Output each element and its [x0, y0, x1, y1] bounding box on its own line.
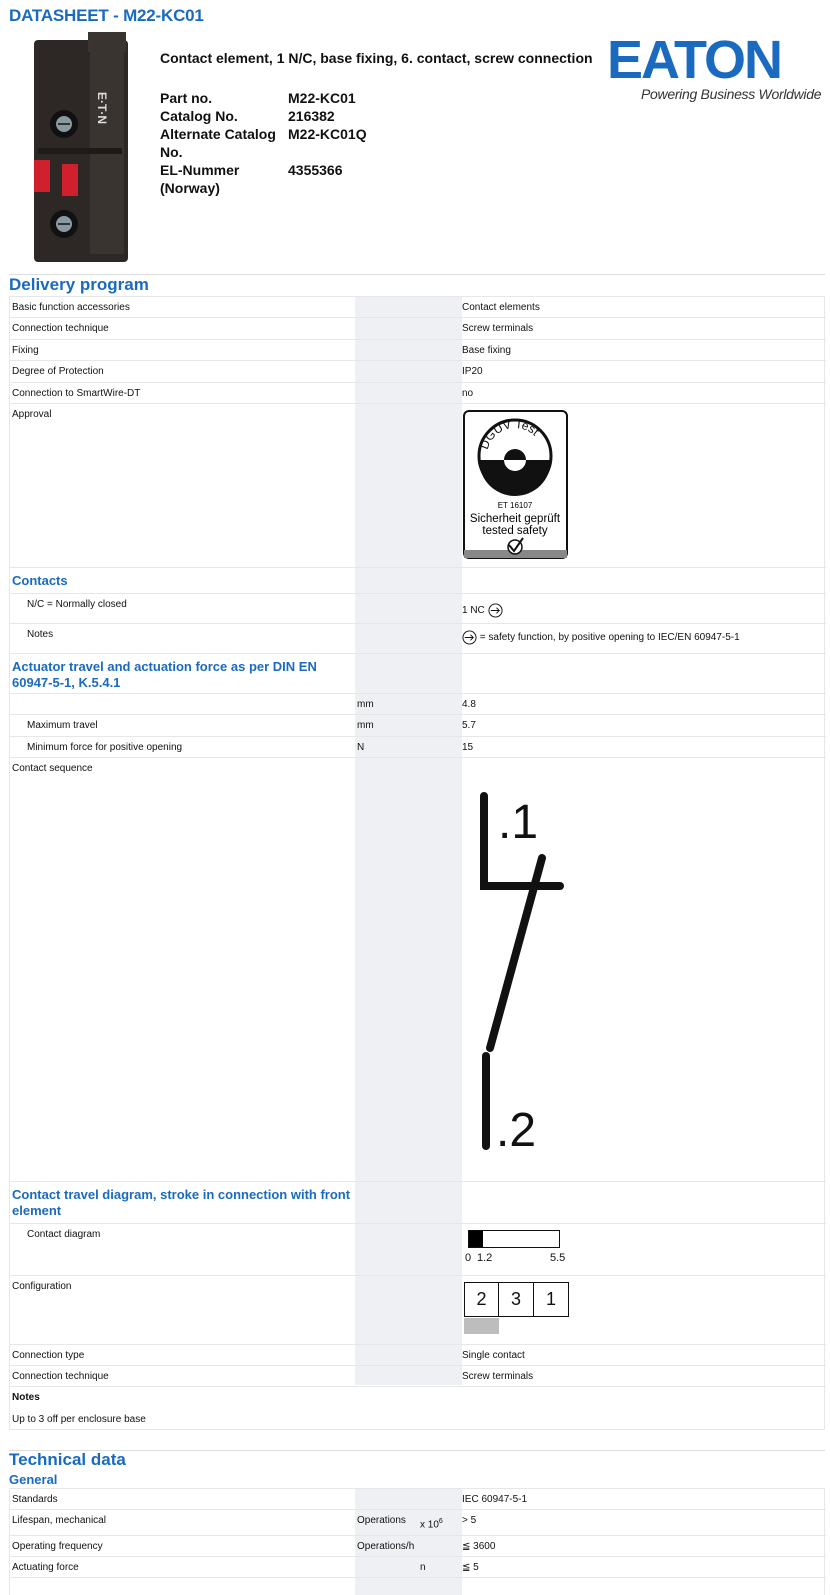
row-label: Standards — [12, 1494, 58, 1505]
delivery-heading: Delivery program — [9, 275, 149, 294]
row-unit-multiplier — [420, 1518, 443, 1530]
row-value: Contact elements — [462, 302, 540, 313]
table-row — [10, 715, 826, 737]
terminal-2-label: .2 — [496, 1104, 537, 1157]
positive-opening-icon — [462, 630, 477, 645]
contact-sequence-diagram — [472, 788, 582, 1161]
page-title: DATASHEET - M22-KC01 — [9, 6, 204, 25]
row-label: N/C = Normally closed — [27, 599, 127, 610]
row-label: Operating frequency — [12, 1541, 103, 1552]
row-label: Connection technique — [12, 323, 109, 334]
id-key: Alternate Catalog No. — [160, 126, 276, 160]
row-value: ≦ 3600 — [462, 1541, 496, 1552]
row-label: Fixing — [12, 345, 39, 356]
row-value: > 5 — [462, 1515, 477, 1526]
unit-exponent: 6 — [438, 1518, 443, 1525]
row-value — [462, 603, 503, 618]
divider — [9, 1450, 825, 1451]
notes-heading: Notes — [12, 1392, 40, 1403]
row-unit: mm — [357, 720, 374, 731]
table-row — [10, 340, 826, 361]
table-row — [10, 404, 826, 568]
svg-text:E·T·N: E·T·N — [95, 92, 109, 124]
row-label: Basic function accessories — [12, 302, 130, 313]
product-headline: Contact element, 1 N/C, base fixing, 6. contact, screw connection — [160, 50, 593, 66]
travel-start: 0 — [465, 1252, 472, 1264]
table-row — [10, 1387, 826, 1409]
id-row — [160, 125, 367, 161]
table-row — [10, 318, 826, 340]
identifier-list — [160, 89, 367, 197]
row-value: no — [462, 388, 474, 399]
row-value: 4.8 — [462, 699, 476, 710]
logo-tagline: Powering Business Worldwide — [641, 86, 822, 102]
row-label: Lifespan, mechanical — [12, 1515, 106, 1526]
table-row — [10, 361, 826, 383]
row-label: Connection technique — [12, 1371, 109, 1382]
row-unit: Operations/h — [357, 1541, 415, 1552]
dguv-approval-badge — [463, 410, 569, 563]
row-value: Base fixing — [462, 345, 511, 356]
table-row — [10, 297, 826, 318]
id-value: M22-KC01Q — [288, 126, 367, 142]
delivery-table — [9, 296, 825, 1430]
row-unit: Operations — [357, 1515, 406, 1526]
nc-value: 1 NC — [462, 605, 485, 617]
id-key: EL-Nummer (Norway) — [160, 162, 240, 196]
row-value: ≦ 5 — [462, 1562, 479, 1573]
id-row — [160, 107, 367, 125]
travel-switch: 1.2 — [477, 1252, 493, 1264]
id-row — [160, 89, 367, 107]
notes-text: Up to 3 off per enclosure base — [12, 1414, 146, 1425]
row-label: Degree of Protection — [12, 366, 104, 377]
table-row — [10, 1345, 826, 1366]
id-row — [160, 161, 367, 197]
travel-heading: Contact travel diagram, stroke in connection with front element — [12, 1187, 351, 1218]
table-row — [10, 1510, 826, 1536]
travel-end: 5.5 — [550, 1252, 566, 1264]
technical-table — [9, 1488, 825, 1595]
config-position-marker — [464, 1318, 499, 1334]
table-row — [10, 1409, 826, 1430]
technical-heading: Technical data — [9, 1450, 126, 1469]
table-row — [10, 594, 826, 624]
notes-value: = safety function, by positive opening to IEC/EN 60947-5-1 — [479, 632, 740, 644]
table-row — [10, 383, 826, 404]
eaton-logo — [607, 34, 825, 106]
row-label: Maximum travel — [27, 720, 98, 731]
table-row — [10, 568, 826, 594]
id-value: 4355366 — [288, 162, 343, 178]
badge-top-text: DGUV Test — [477, 416, 543, 452]
row-value: 15 — [462, 742, 474, 753]
row-value: 5.7 — [462, 720, 476, 731]
row-value: Single contact — [462, 1350, 525, 1361]
badge-code: ET 16107 — [497, 501, 533, 510]
id-value: 216382 — [288, 108, 335, 124]
row-unit: N — [357, 742, 365, 753]
contact-travel-diagram — [465, 1230, 575, 1270]
row-label: Contact diagram — [27, 1229, 101, 1240]
configuration-grid — [464, 1282, 569, 1334]
config-cell: 2 — [464, 1282, 499, 1317]
travel-bar — [468, 1230, 560, 1248]
row-label: Approval — [12, 409, 52, 420]
table-row — [10, 624, 826, 654]
row-label: Notes — [27, 629, 54, 640]
table-row — [10, 1536, 826, 1557]
table-row — [10, 654, 826, 694]
table-row — [10, 694, 826, 715]
table-row — [10, 737, 826, 758]
badge-line1: Sicherheit geprüft — [469, 513, 561, 525]
row-value — [462, 630, 740, 645]
row-label: Configuration — [12, 1281, 72, 1292]
id-value: M22-KC01 — [288, 90, 356, 106]
contacts-heading: Contacts — [12, 573, 68, 588]
row-label: Connection to SmartWire-DT — [12, 388, 141, 399]
badge-line2: tested safety — [482, 525, 548, 537]
table-row — [10, 758, 826, 1182]
row-label: Actuating force — [12, 1562, 79, 1573]
unit-multiplier: x 10 — [420, 1519, 439, 1531]
table-row — [10, 1224, 826, 1276]
row-label: Contact sequence — [12, 763, 93, 774]
id-key: Part no. — [160, 90, 213, 106]
row-label: Connection type — [12, 1350, 85, 1361]
row-value: Screw terminals — [462, 1371, 534, 1382]
table-row — [10, 1489, 826, 1510]
id-key: Catalog No. — [160, 108, 238, 124]
logo-wordmark: EATON — [607, 34, 782, 84]
table-row — [10, 1276, 826, 1345]
terminal-1-label: .1 — [498, 796, 539, 849]
travel-closed-fill — [469, 1231, 483, 1247]
general-heading: General — [9, 1472, 58, 1487]
row-unit: n — [420, 1562, 426, 1573]
row-unit: mm — [357, 699, 374, 710]
positive-opening-icon — [488, 603, 503, 618]
table-row — [10, 1557, 826, 1578]
row-label: Minimum force for positive opening — [27, 742, 183, 753]
product-image — [28, 32, 136, 267]
config-cell: 1 — [534, 1282, 569, 1317]
row-value: IEC 60947-5-1 — [462, 1494, 528, 1505]
config-cell: 3 — [499, 1282, 534, 1317]
table-row — [10, 1366, 826, 1387]
row-value: Screw terminals — [462, 323, 534, 334]
actuator-heading: Actuator travel and actuation force as per DIN EN 60947-5-1, K.5.4.1 — [12, 659, 317, 690]
table-row — [10, 1182, 826, 1224]
row-value: IP20 — [462, 366, 483, 377]
